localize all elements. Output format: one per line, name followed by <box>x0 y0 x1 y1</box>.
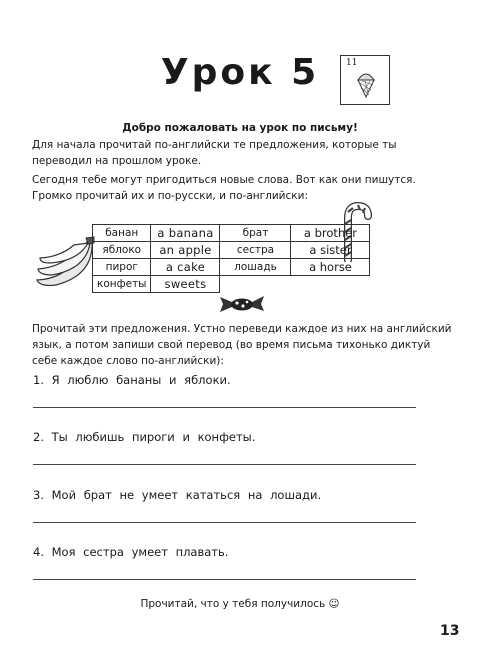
vocab-ru: банан <box>93 225 151 242</box>
bananas-icon <box>34 235 96 293</box>
task-badge <box>340 55 390 105</box>
page-number: 13 <box>440 623 460 639</box>
task-number: 11 <box>346 58 358 68</box>
writing-line[interactable] <box>33 579 416 580</box>
writing-line[interactable] <box>33 522 416 523</box>
table-row <box>93 225 370 242</box>
vocabulary-table <box>92 224 370 293</box>
table-row <box>93 259 370 276</box>
vocab-en: a cake <box>151 259 220 276</box>
intro-paragraph-2: Сегодня тебе могут пригодиться новые слова. Вот как они пишутся. Громко прочитай их и по-русски, и по-английски: <box>32 174 416 202</box>
table-row <box>93 276 370 293</box>
writing-line[interactable] <box>33 464 416 465</box>
ice-cream-cone-icon <box>355 70 377 98</box>
footer-text: Прочитай, что у тебя получилось ☺ <box>140 598 340 610</box>
wrapped-candy-icon <box>218 293 266 315</box>
vocab-ru: брат <box>220 225 291 242</box>
vocab-ru: конфеты <box>93 276 151 293</box>
vocab-ru: пирог <box>93 259 151 276</box>
welcome-heading: Добро пожаловать на урок по письму! <box>122 122 358 134</box>
vocab-en: a banana <box>151 225 220 242</box>
vocab-en: a sister <box>291 242 370 259</box>
sentence-4: 4. Моя сестра умеет плавать. <box>33 545 229 559</box>
intro-paragraph-1: Для начала прочитай по-английски те предложения, которые ты переводил на прошлом уроке. <box>32 139 397 167</box>
sentence-3: 3. Мой брат не умеет кататься на лошади. <box>33 488 322 502</box>
vocab-en: a brother <box>291 225 370 242</box>
vocab-en: an apple <box>151 242 220 259</box>
vocab-en: a horse <box>291 259 370 276</box>
vocab-ru: яблоко <box>93 242 151 259</box>
vocab-ru: сестра <box>220 242 291 259</box>
vocab-ru: лошадь <box>220 259 291 276</box>
sentence-1: 1. Я люблю бананы и яблоки. <box>33 373 231 387</box>
sentence-2: 2. Ты любишь пироги и конфеты. <box>33 430 256 444</box>
writing-line[interactable] <box>33 407 416 408</box>
instructions-paragraph: Прочитай эти предложения. Устно переведи каждое из них на английский язык, а потом запиши свой перевод (во время письма тихонько диктуй себе каждое слово по-английски): <box>32 323 452 367</box>
lesson-title: Урок 5 <box>160 52 320 93</box>
table-row <box>93 242 370 259</box>
vocab-en: sweets <box>151 276 220 293</box>
